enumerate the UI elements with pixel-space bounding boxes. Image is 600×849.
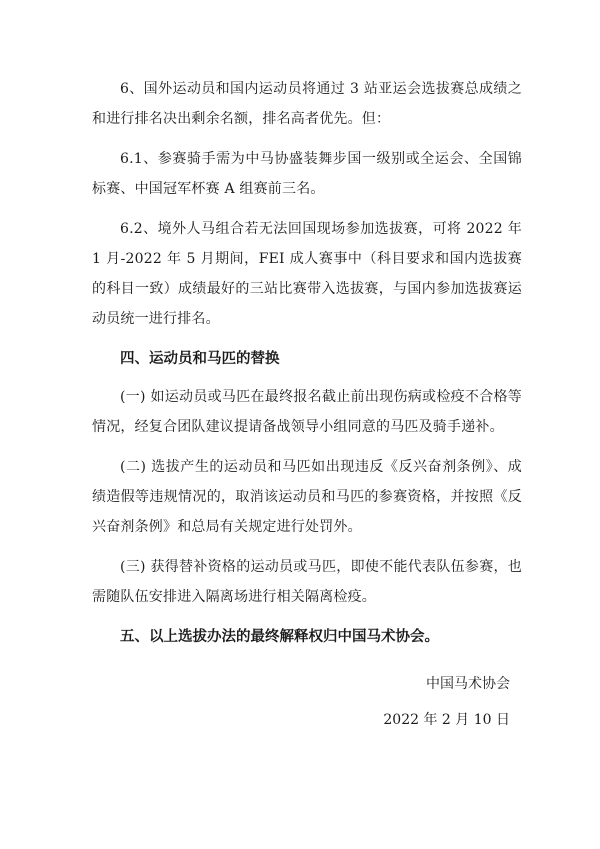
signature-block xyxy=(383,670,510,734)
paragraph-item-6-2: 6.2、境外人马组合若无法回国现场参加选拔赛，可将 2022 年 1 月-2022 年 5 月期间，FEI 成人赛事中（科目要求和国内选拔赛的科目一致）成绩最好的三站比赛带入选拔赛，与国内参加选拔赛运动员统一进行排名。 xyxy=(92,221,522,327)
paragraph-item-6-1: 6.1、参赛骑手需为中马协盛装舞步国一级别或全运会、全国锦标赛、中国冠军杯赛 A 组赛前三名。 xyxy=(92,151,522,197)
section-4-item-3: (三) 获得替补资格的运动员或马匹，即使不能代表队伍参赛，也需随队伍安排进入隔离场进行相关隔离检疫。 xyxy=(92,559,522,605)
section-4-item-2: (二) 选拔产生的运动员和马匹如出现违反《反兴奋剂条例》、成绩造假等违规情况的，取消该运动员和马匹的参赛资格，并按照《反兴奋剂条例》和总局有关规定进行处罚外。 xyxy=(92,459,522,535)
section-5-heading: 五、以上选拔办法的最终解释权归中国马术协会。 xyxy=(120,628,439,645)
section-4-item-1: (一) 如运动员或马匹在最终报名截止前出现伤病或检疫不合格等情况，经复合团队建议提请备战领导小组同意的马匹及骑手递补。 xyxy=(92,389,522,435)
signature-organization: 中国马术协会 xyxy=(426,676,510,692)
signature-date: 2022 年 2 月 10 日 xyxy=(383,712,510,728)
document-body xyxy=(92,74,522,660)
section-4-heading: 四、运动员和马匹的替换 xyxy=(120,350,280,367)
paragraph-item-6: 6、国外运动员和国内运动员将通过 3 站亚运会选拔赛总成绩之和进行排名决出剩余名额，排名高者优先。但： xyxy=(92,81,522,127)
